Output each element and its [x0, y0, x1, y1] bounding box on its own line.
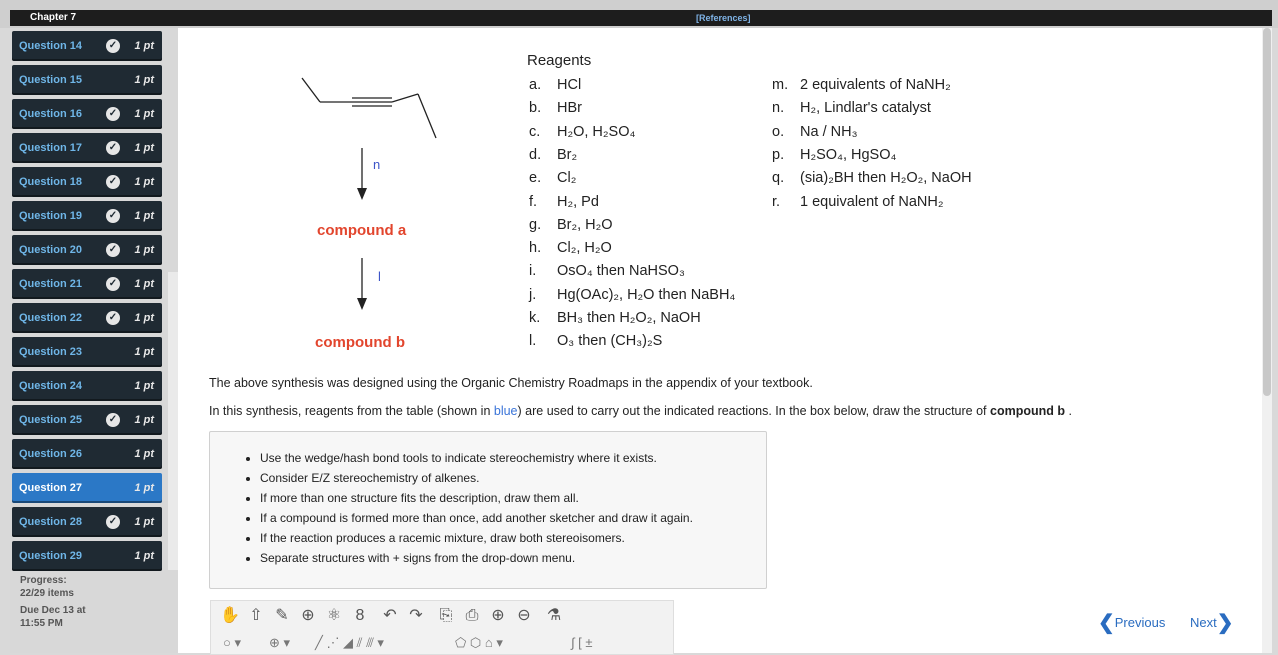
question-label: Question 24: [19, 380, 82, 392]
reagent-letter: m.: [772, 77, 789, 93]
sidebar-question-17[interactable]: [12, 133, 162, 163]
para2-compound-b: compound b: [990, 404, 1065, 418]
next-label: Next: [1190, 615, 1217, 630]
reagent-letter: r.: [772, 193, 781, 210]
redo-icon[interactable]: ↷: [409, 607, 423, 624]
instruction-item: • Use the wedge/hash bond tools to indicate stereochemistry where it exists.: [260, 448, 693, 468]
para2-blue-word: blue: [493, 404, 518, 418]
sidebar-question-15[interactable]: [12, 65, 162, 95]
header-strip: [10, 10, 1272, 26]
reagents-title: Reagents: [527, 52, 592, 69]
progress-value: 22/29 items: [20, 588, 74, 599]
eraser-icon[interactable]: ✎: [275, 607, 289, 624]
question-label: Question 27: [19, 482, 82, 494]
references-link[interactable]: [References]: [696, 13, 751, 23]
progress-label: Progress:: [20, 575, 67, 586]
chevron-left-icon: ❮: [1098, 612, 1115, 634]
template-icon[interactable]: ⚛: [326, 607, 342, 624]
template2-icon[interactable]: 8: [355, 607, 365, 624]
reagent-letter: g.: [529, 216, 542, 233]
instruction-item: • If a compound is formed more than once, add another sketcher and draw it again.: [260, 508, 693, 528]
compound-a-label: compound a: [317, 222, 407, 239]
step1-reagent: n: [373, 157, 381, 172]
reagent-letter: d.: [529, 146, 542, 163]
zoom-in-icon[interactable]: ⊕: [491, 607, 505, 624]
check-icon: ✓: [106, 413, 120, 427]
chapter-title: Chapter 7: [30, 12, 77, 23]
reagent-text: OsO₄ then NaHSO₃: [557, 263, 685, 280]
question-label: Question 18: [19, 176, 82, 188]
reagent-letter: h.: [529, 240, 542, 257]
reagent-text: Na / NH₃: [800, 123, 858, 140]
para2-part-c: .: [1065, 404, 1072, 418]
check-icon: ✓: [106, 515, 120, 529]
instructions-list: [210, 448, 693, 568]
question-label: Question 17: [19, 142, 82, 154]
instruction-item: • If the reaction produces a racemic mixture, draw both stereoisomers.: [260, 528, 693, 548]
reagent-text: Cl₂, H₂O: [557, 240, 612, 257]
check-icon: ✓: [106, 209, 120, 223]
sidebar-question-26[interactable]: [12, 439, 162, 469]
check-icon: ✓: [106, 141, 120, 155]
reagent-letter: p.: [772, 146, 785, 163]
question-label: Question 25: [19, 414, 82, 426]
question-points: 1 pt: [134, 244, 154, 256]
reagent-text: H₂SO₄, HgSO₄: [800, 146, 897, 163]
reagent-letter: c.: [529, 123, 541, 140]
check-icon: ✓: [106, 311, 120, 325]
ring-icon[interactable]: ⊕: [301, 607, 315, 624]
question-points: 1 pt: [134, 312, 154, 324]
synthesis-diagram: [290, 60, 450, 360]
sidebar-question-24[interactable]: [12, 371, 162, 401]
hand-icon[interactable]: ✋: [220, 607, 240, 624]
chevron-right-icon: ❯: [1216, 612, 1234, 634]
reagent-letter: j.: [529, 286, 537, 303]
reagent-text: O₃ then (CH₃)₂S: [557, 333, 663, 350]
reagent-text: 1 equivalent of NaNH₂: [800, 193, 944, 210]
sidebar-question-21[interactable]: [12, 269, 162, 299]
reagent-letter: i.: [529, 263, 537, 280]
reagent-text: 2 equivalents of NaNH₂: [800, 77, 951, 93]
next-button[interactable]: [1190, 610, 1234, 635]
reagent-text: H₂O, H₂SO₄: [557, 123, 636, 140]
question-label: Question 28: [19, 516, 82, 528]
question-points: 1 pt: [134, 210, 154, 222]
reagent-row: [772, 193, 943, 211]
question-points: 1 pt: [134, 482, 154, 494]
paste-icon[interactable]: ⎙: [465, 607, 479, 624]
question-points: 1 pt: [134, 108, 154, 120]
zoom-out-icon[interactable]: ⊖: [517, 607, 531, 624]
question-points: 1 pt: [134, 278, 154, 290]
bucket-icon[interactable]: ⇧: [249, 607, 263, 624]
reagent-row: [529, 193, 599, 211]
step2-reagent: l: [378, 269, 381, 284]
reagent-row: [529, 123, 635, 141]
reagent-letter: k.: [529, 310, 541, 326]
check-icon: ✓: [106, 243, 120, 257]
reagent-text: Hg(OAc)₂, H₂O then NaBH₄: [557, 286, 736, 303]
sidebar-question-22[interactable]: [12, 303, 162, 333]
progress-info: [20, 574, 74, 600]
reagent-letter: a.: [529, 77, 542, 93]
question-label: Question 22: [19, 312, 82, 324]
reagent-text: HBr: [557, 100, 582, 117]
reagent-row: [529, 216, 613, 234]
previous-button[interactable]: [1098, 610, 1165, 635]
reagent-row: [529, 169, 576, 187]
check-icon: ✓: [106, 107, 120, 121]
reagent-text: BH₃ then H₂O₂, NaOH: [557, 310, 701, 326]
question-label: Question 20: [19, 244, 82, 256]
sketcher-toolbar: [210, 600, 674, 655]
question-points: 1 pt: [134, 414, 154, 426]
sidebar-question-19[interactable]: [12, 201, 162, 231]
due-label: Due Dec 13 at: [20, 605, 86, 616]
reagent-row: [772, 146, 896, 164]
reagent-text: H₂, Pd: [557, 193, 599, 210]
sidebar-question-28[interactable]: [12, 507, 162, 537]
reagent-row: [529, 76, 581, 94]
reagent-text: Br₂, H₂O: [557, 216, 613, 233]
reagent-letter: f.: [529, 193, 538, 210]
reagent-row: [772, 99, 931, 117]
reagent-row: [772, 76, 951, 94]
sidebar-question-25[interactable]: [12, 405, 162, 435]
reaction-arrow-2: [357, 258, 367, 310]
sidebar-question-14[interactable]: [12, 31, 162, 61]
question-label: Question 29: [19, 550, 82, 562]
reagent-row: [529, 286, 735, 304]
sidebar-question-23[interactable]: [12, 337, 162, 367]
reagent-row: [772, 123, 857, 141]
check-icon: ✓: [106, 39, 120, 53]
reagent-letter: l.: [529, 333, 537, 350]
question-points: 1 pt: [134, 550, 154, 562]
question-points: 1 pt: [134, 380, 154, 392]
reagent-row: [529, 262, 685, 280]
instruction-item: • Consider E/Z stereochemistry of alkenes.: [260, 468, 693, 488]
reagent-text: HCl: [557, 77, 582, 93]
instruction-item: • Separate structures with + signs from the drop-down menu.: [260, 548, 693, 568]
reagent-row: [529, 239, 612, 257]
question-points: 1 pt: [134, 516, 154, 528]
reagent-text: H₂, Lindlar's catalyst: [800, 100, 931, 117]
alkyne-structure: [302, 78, 436, 138]
sidebar-question-18[interactable]: [12, 167, 162, 197]
question-label: Question 26: [19, 448, 82, 460]
reagent-row: [529, 146, 577, 164]
reagent-text: Br₂: [557, 146, 578, 163]
bond-tools-icon[interactable]: ╱ ⋰ ◢ ⫽ ⫻ ▾: [315, 635, 384, 650]
question-label: Question 21: [19, 278, 82, 290]
para2-part-a: In this synthesis, reagents from the table (shown in: [209, 404, 494, 418]
question-label: Question 14: [19, 40, 82, 52]
reagent-letter: e.: [529, 170, 542, 187]
reagent-letter: b.: [529, 100, 542, 117]
question-points: 1 pt: [134, 448, 154, 460]
paragraph-1: The above synthesis was designed using the Organic Chemistry Roadmaps in the appendix of your textbook.: [209, 376, 813, 390]
para2-part-b: ) are used to carry out the indicated reactions. In the box below, draw the structure of: [517, 404, 990, 418]
top-bar: [0, 0, 1278, 28]
reagent-row: [529, 309, 701, 327]
charge-dropdown-icon[interactable]: ⊕ ▾: [269, 635, 291, 650]
sidebar-question-16[interactable]: [12, 99, 162, 129]
question-points: 1 pt: [134, 176, 154, 188]
copy-icon[interactable]: ⎘: [439, 607, 453, 624]
sidebar-question-29[interactable]: [12, 541, 162, 571]
sidebar-scrollbar[interactable]: [168, 272, 178, 570]
question-label: Question 19: [19, 210, 82, 222]
question-points: 1 pt: [134, 142, 154, 154]
undo-icon[interactable]: ↶: [383, 607, 397, 624]
instruction-item: • If more than one structure fits the description, draw them all.: [260, 488, 693, 508]
question-points: 1 pt: [134, 74, 154, 86]
check-icon: ✓: [106, 175, 120, 189]
sidebar-question-20[interactable]: [12, 235, 162, 265]
reagent-row: [529, 99, 582, 117]
reaction-arrow-1: [357, 148, 367, 200]
sidebar-question-27[interactable]: [12, 473, 162, 503]
content-scroll-thumb[interactable]: [1263, 28, 1271, 396]
question-label: Question 16: [19, 108, 82, 120]
question-label: Question 15: [19, 74, 82, 86]
check-icon: ✓: [106, 277, 120, 291]
question-label: Question 23: [19, 346, 82, 358]
reagent-text: (sia)₂BH then H₂O₂, NaOH: [800, 170, 972, 187]
instructions-box: [209, 431, 767, 589]
cleanup-icon[interactable]: ⚗: [546, 607, 562, 624]
compound-b-label: compound b: [315, 334, 405, 351]
reagent-row: [529, 332, 662, 350]
ring-dropdown-icon[interactable]: ○ ▾: [223, 635, 241, 650]
question-points: 1 pt: [134, 40, 154, 52]
reagent-text: Cl₂: [557, 170, 577, 187]
question-points: 1 pt: [134, 346, 154, 358]
paragraph-2: [209, 404, 1072, 418]
due-info: [20, 604, 86, 630]
shape-tools-icon[interactable]: ⬠ ⬡ ⌂ ▾: [455, 635, 503, 650]
reagent-letter: n.: [772, 100, 785, 117]
previous-label: Previous: [1114, 615, 1166, 630]
due-time: 11:55 PM: [20, 618, 63, 629]
bracket-tools-icon[interactable]: ∫ [ ±: [571, 635, 593, 650]
reagent-letter: q.: [772, 170, 785, 187]
reagent-row: [772, 169, 972, 187]
reagent-letter: o.: [772, 123, 785, 140]
